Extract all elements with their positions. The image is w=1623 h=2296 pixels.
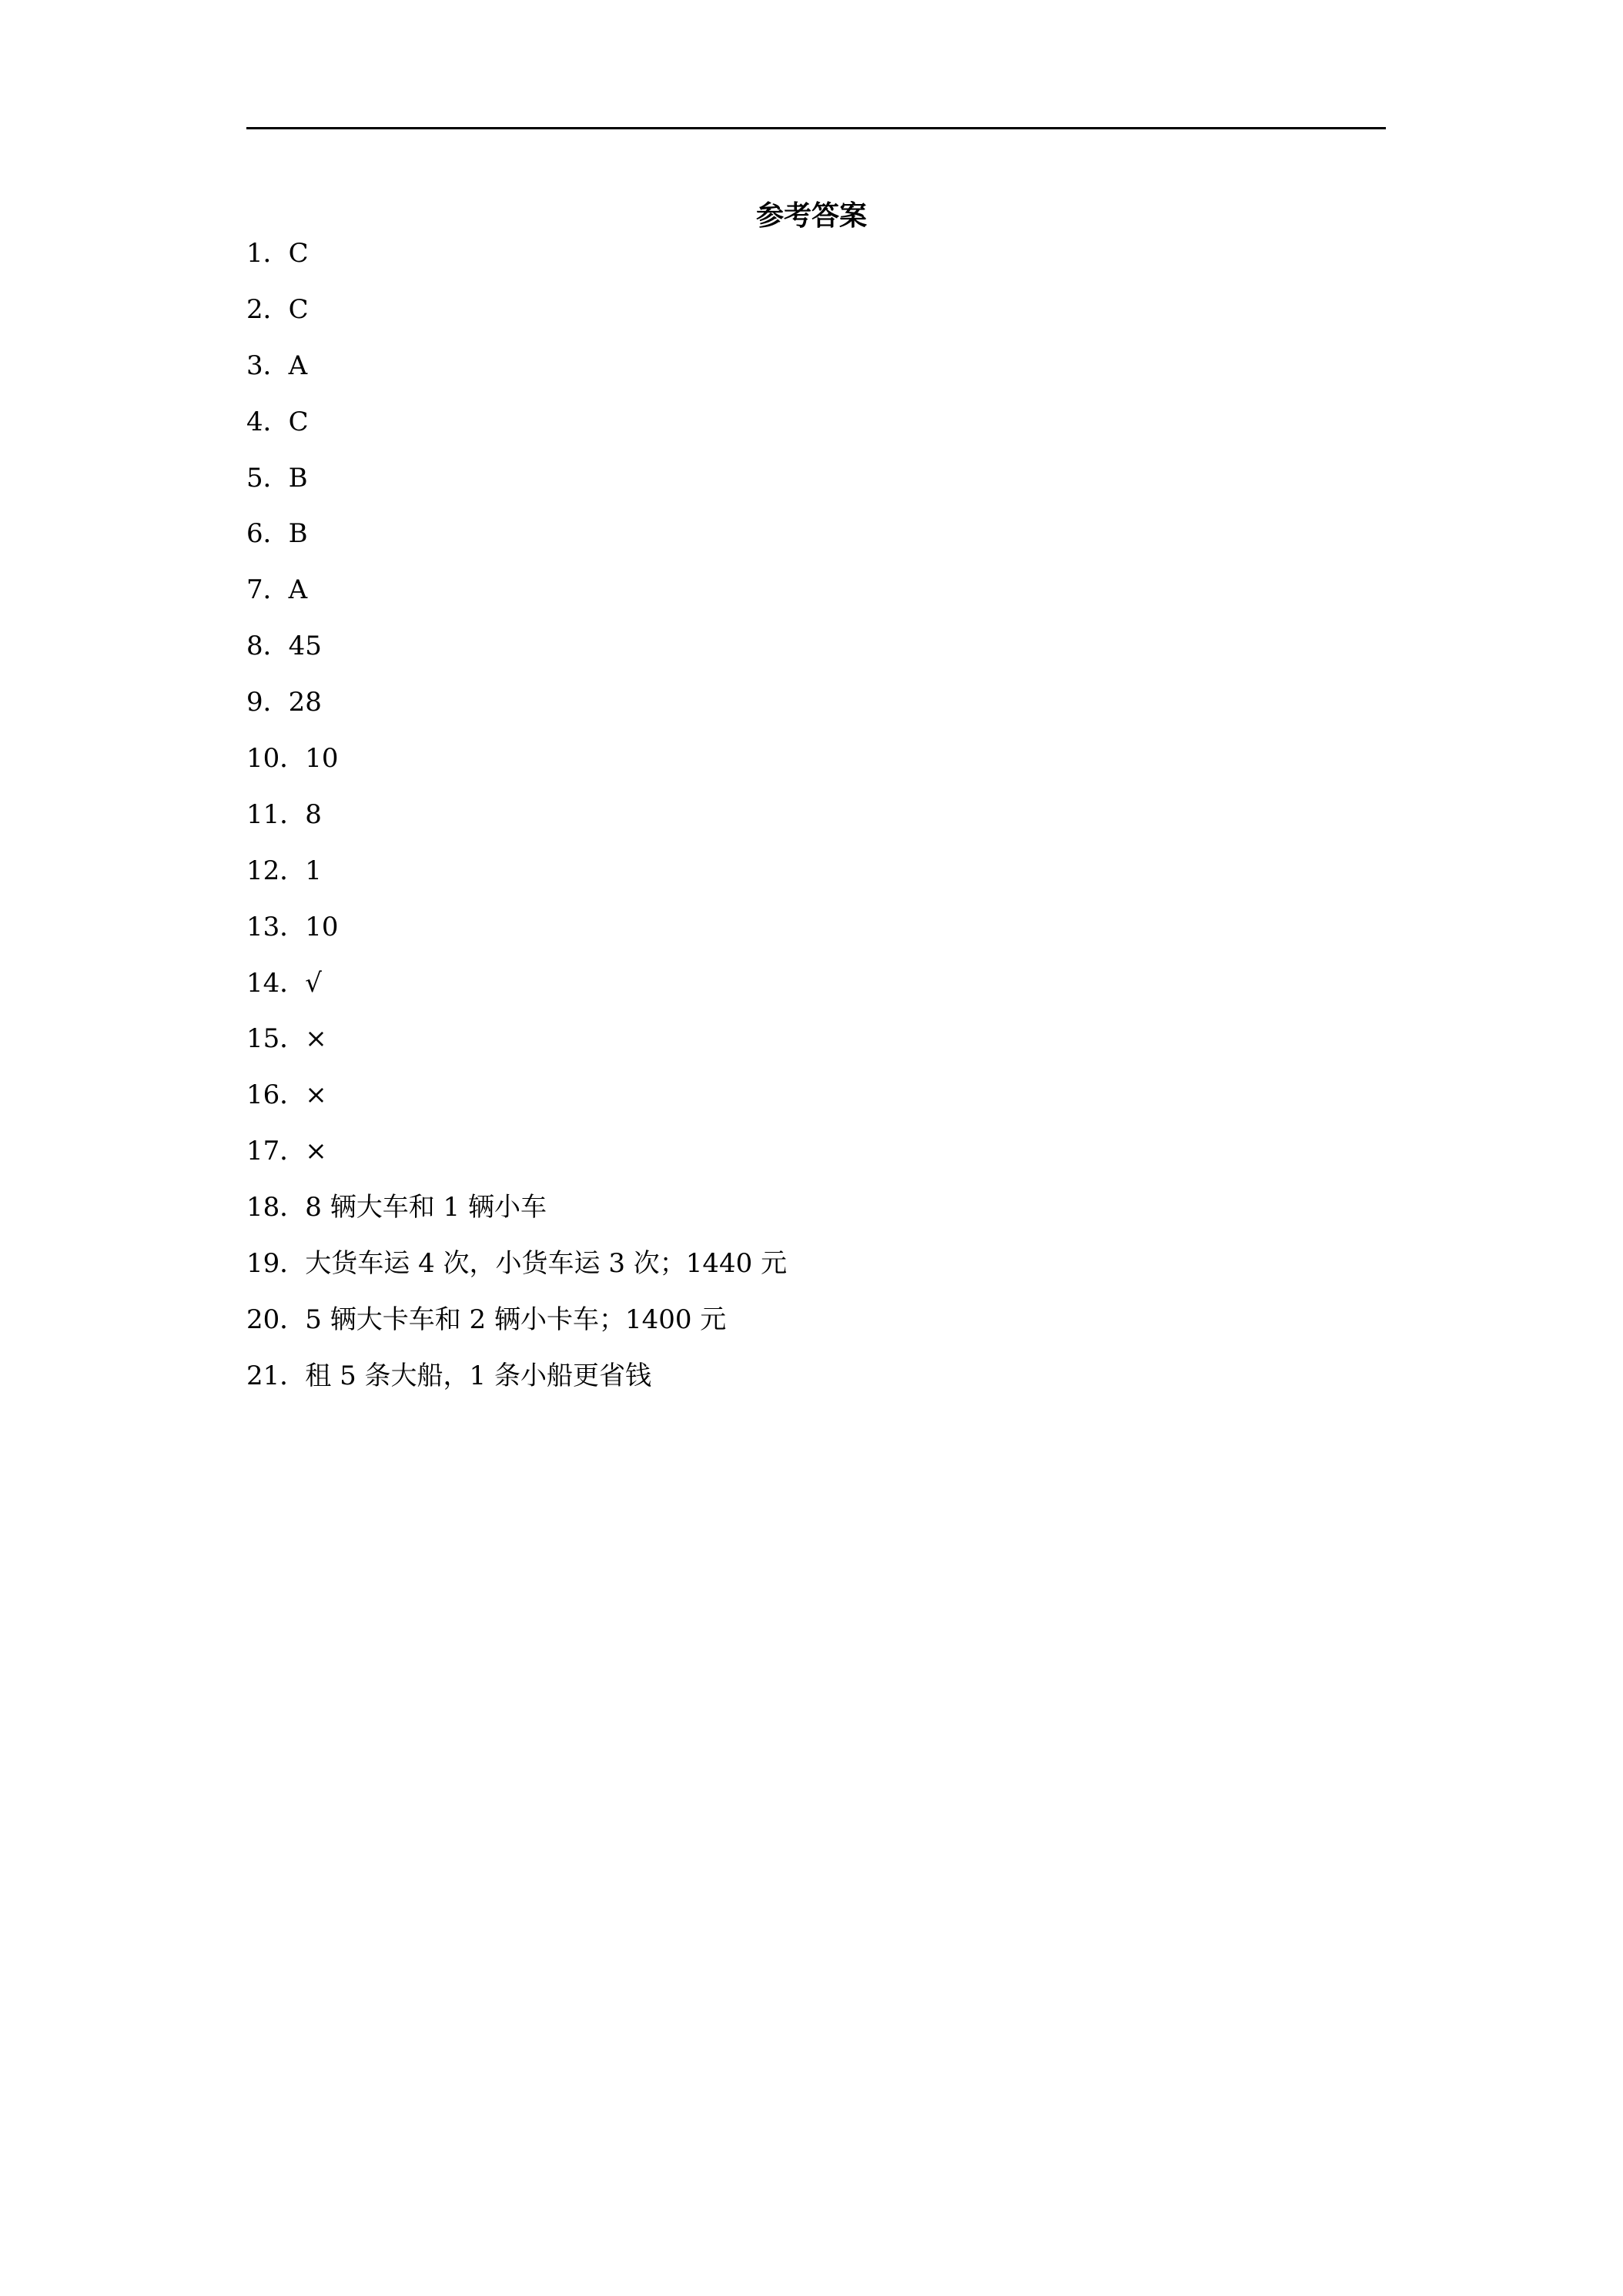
answer-list <box>246 233 1386 1412</box>
answer-number: 14 <box>246 967 280 999</box>
answer-text: 大货车运 4 次，小货车运 3 次；1440 元 <box>305 1248 788 1280</box>
answer-separator: ． <box>279 1248 306 1280</box>
answer-text: 8 辆大车和 1 辆小车 <box>305 1192 547 1223</box>
answer-item <box>246 1187 1386 1243</box>
answer-number: 9 <box>246 687 263 718</box>
answer-number: 17 <box>246 1136 280 1167</box>
answer-number: 16 <box>246 1079 280 1111</box>
answer-separator: ． <box>263 574 289 606</box>
header-rule <box>246 127 1386 129</box>
answer-separator: ． <box>279 1304 306 1335</box>
answer-number: 18 <box>246 1192 280 1223</box>
answer-item <box>246 402 1386 458</box>
answer-number: 11 <box>246 798 280 830</box>
answer-item <box>246 346 1386 402</box>
answer-text: A <box>288 350 308 381</box>
answer-item <box>246 1131 1386 1187</box>
answer-number: 8 <box>246 631 263 662</box>
answer-separator: ． <box>279 1192 306 1223</box>
answer-number: 20 <box>246 1304 280 1335</box>
answer-number: 21 <box>246 1360 280 1391</box>
answer-item <box>246 795 1386 851</box>
answer-separator: ． <box>263 293 289 325</box>
answer-item <box>246 1019 1386 1075</box>
answer-separator: ． <box>279 855 306 886</box>
answer-text: × <box>305 1079 327 1111</box>
answer-item <box>246 514 1386 570</box>
answer-text: 租 5 条大船，1 条小船更省钱 <box>305 1360 651 1391</box>
answer-text: 1 <box>305 855 322 886</box>
answer-separator: ． <box>279 1136 306 1167</box>
answer-number: 13 <box>246 911 280 942</box>
answer-number: 7 <box>246 574 263 606</box>
answer-separator: ． <box>263 350 289 381</box>
answer-separator: ． <box>279 911 306 942</box>
answer-item <box>246 1356 1386 1412</box>
answer-number: 12 <box>246 855 280 886</box>
answer-item <box>246 907 1386 963</box>
answer-separator: ． <box>263 406 289 437</box>
answer-number: 2 <box>246 293 263 325</box>
answer-item <box>246 570 1386 626</box>
page-title: 参考答案 <box>755 199 867 232</box>
answer-separator: ． <box>279 1023 306 1055</box>
answer-text: A <box>288 574 308 606</box>
answer-separator: ． <box>263 631 289 662</box>
answer-separator: ． <box>263 687 289 718</box>
answer-item <box>246 738 1386 795</box>
answer-item <box>246 1075 1386 1131</box>
answer-text: C <box>288 293 309 325</box>
answer-number: 5 <box>246 462 263 494</box>
answer-item <box>246 682 1386 738</box>
answer-number: 19 <box>246 1248 280 1280</box>
answer-text: 10 <box>305 743 339 775</box>
answer-number: 10 <box>246 743 280 775</box>
answer-item <box>246 233 1386 290</box>
answer-text: 8 <box>305 798 322 830</box>
answer-text: B <box>288 518 308 550</box>
answer-separator: ． <box>263 462 289 494</box>
answer-separator: ． <box>263 238 289 269</box>
answer-item <box>246 1243 1386 1300</box>
answer-separator: ． <box>263 518 289 550</box>
answer-number: 6 <box>246 518 263 550</box>
answer-item <box>246 626 1386 682</box>
answer-separator: ． <box>279 743 306 775</box>
answer-number: 15 <box>246 1023 280 1055</box>
answer-number: 1 <box>246 238 263 269</box>
answer-text: 28 <box>288 687 322 718</box>
answer-item <box>246 963 1386 1019</box>
answer-text: C <box>288 238 309 269</box>
answer-number: 4 <box>246 406 263 437</box>
answer-separator: ． <box>279 1360 306 1391</box>
answer-separator: ． <box>279 798 306 830</box>
answer-text: 5 辆大卡车和 2 辆小卡车；1400 元 <box>305 1304 727 1335</box>
answer-text: 10 <box>305 911 339 942</box>
answer-separator: ． <box>279 967 306 999</box>
answer-text: √ <box>305 967 322 999</box>
answer-separator: ． <box>279 1079 306 1111</box>
answer-item <box>246 290 1386 346</box>
answer-item <box>246 458 1386 514</box>
answer-item <box>246 851 1386 907</box>
answer-text: C <box>288 406 309 437</box>
answer-text: 45 <box>288 631 322 662</box>
answer-item <box>246 1300 1386 1356</box>
answer-text: × <box>305 1023 327 1055</box>
answer-number: 3 <box>246 350 263 381</box>
answer-text: × <box>305 1136 327 1167</box>
answer-text: B <box>288 462 308 494</box>
